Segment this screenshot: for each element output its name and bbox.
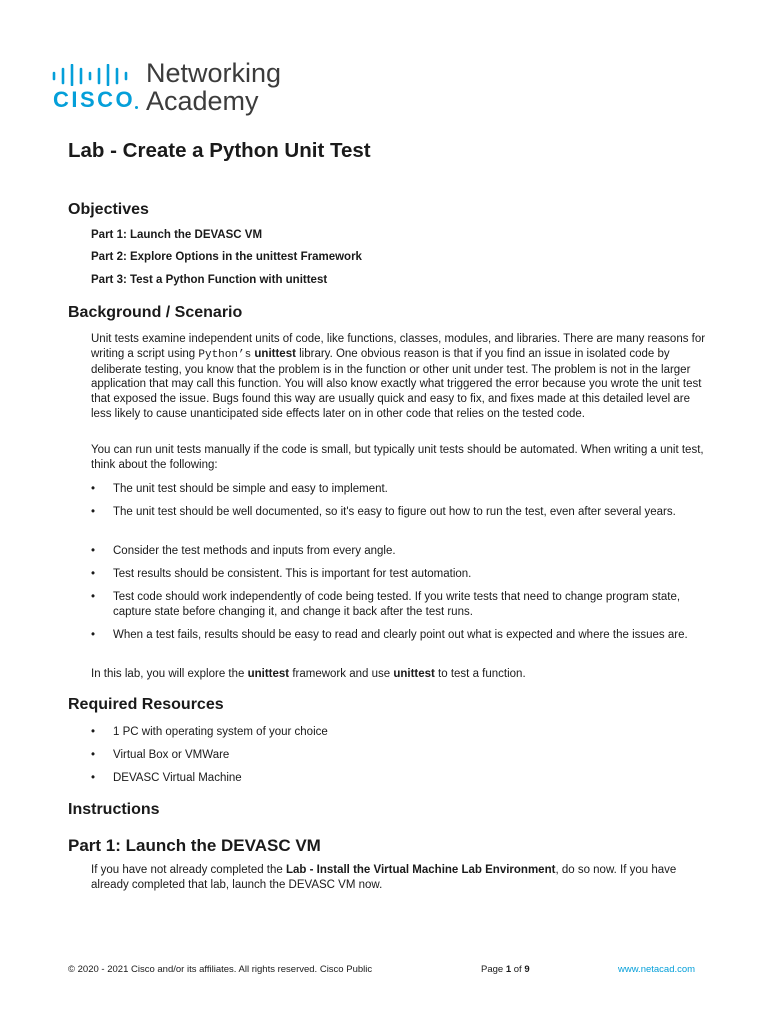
background-heading: Background / Scenario: [68, 304, 243, 321]
footer-copyright: © 2020 - 2021 Cisco and/or its affiliates. All rights reserved. Cisco Public: [68, 964, 373, 975]
bullet-icon: •: [91, 545, 96, 557]
instructions-heading: Instructions: [68, 801, 160, 818]
bullet-icon: •: [91, 483, 96, 495]
bullet-icon: •: [91, 506, 96, 518]
page-title: Lab - Create a Python Unit Test: [68, 139, 371, 162]
bullet-icon: •: [91, 772, 96, 784]
bullet-icon: •: [91, 568, 96, 580]
bold-term: unittest: [247, 668, 290, 680]
background-paragraph-3: In this lab, you will explore the unittest framework and use unittest to test a function.: [91, 668, 526, 680]
objective-item: Part 2: Explore Options in the unittest Framework: [91, 251, 362, 263]
bullet-icon: •: [91, 591, 96, 603]
resources-heading: Required Resources: [68, 696, 224, 713]
bullet-icon: •: [91, 629, 96, 641]
logo-academy: Academy: [146, 86, 259, 116]
bold-term: unittest: [254, 347, 296, 360]
part1-paragraph: If you have not already completed the Lab - Install the Virtual Machine Lab Environment, do so now. If you have already completed that lab, launch the DEVASC VM now.: [91, 864, 677, 891]
cisco-wordmark: CISCO: [53, 87, 136, 112]
part1-heading: Part 1: Launch the DEVASC VM: [68, 836, 321, 855]
footer-link[interactable]: www.netacad.com: [618, 964, 696, 975]
wordmark-dot: [135, 106, 138, 109]
background-paragraph-1: Unit tests examine independent units of code, like functions, classes, modules, and libraries. There are many reasons for writing a script using Python’s unittest library. One obvious reason is that if you find an issue in isolated code by deliberate testing, you know that the problem is in the function or other unit under test. The problem is not in the larger application that may call this function. You will also know exactly what triggered the error because you wrote the unit test that exposed the issue. Bugs found this way are usually quick and easy to fix, and fixes made at this detailed level are less likely to cause unanticipated side effects later on in other code that relies on the tested code.: [91, 333, 706, 420]
logo-networking: Networking: [146, 58, 282, 88]
objectives-heading: Objectives: [68, 201, 149, 218]
objective-item: Part 3: Test a Python Function with unittest: [91, 274, 328, 286]
bold-term: Lab - Install the Virtual Machine Lab Environment: [285, 864, 556, 876]
cisco-bars-icon: [52, 64, 142, 86]
footer-page-number: Page 1 of 9: [481, 964, 530, 975]
objective-item: Part 1: Launch the DEVASC VM: [91, 229, 263, 241]
background-paragraph-2: You can run unit tests manually if the code is small, but typically unit tests should be automated. When writing a unit test, think about the following:: [91, 444, 704, 471]
bullet-icon: •: [91, 726, 96, 738]
bullet-icon: •: [91, 749, 96, 761]
bold-term: unittest: [393, 668, 435, 680]
inline-code: Python’s: [198, 348, 252, 361]
